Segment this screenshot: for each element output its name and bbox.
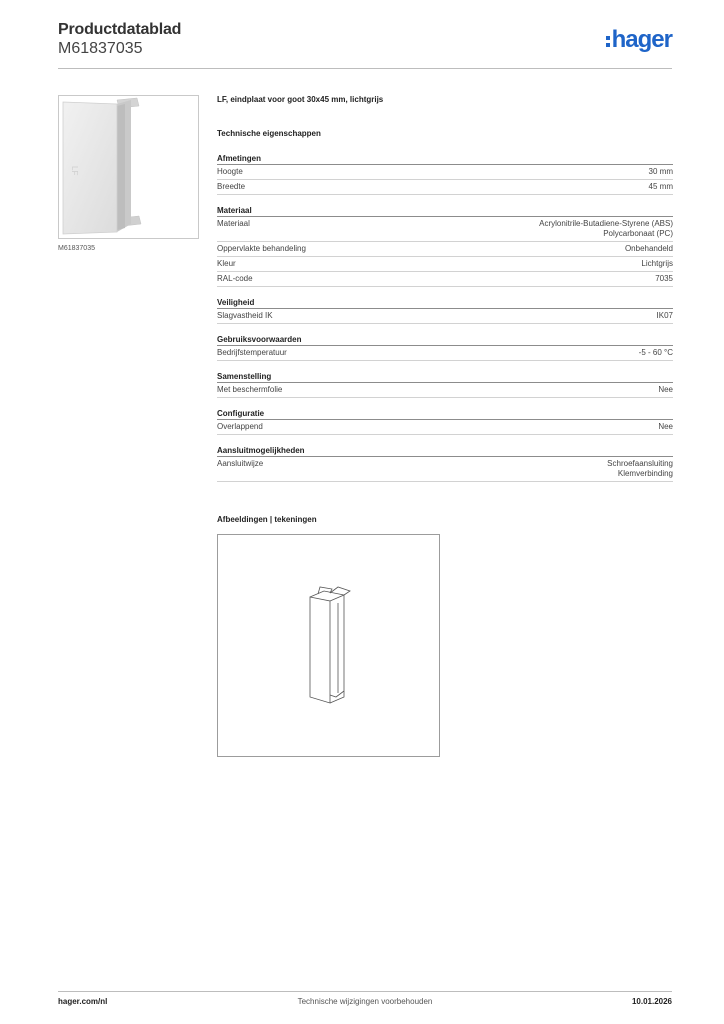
property-group: [217, 371, 673, 398]
property-values: [639, 348, 673, 358]
property-value: Nee: [658, 422, 673, 431]
technical-drawing: [217, 534, 440, 757]
logo-dots-icon: [606, 36, 610, 47]
property-value: Klemverbinding: [617, 469, 673, 478]
property-value: Acrylonitrile-Butadiene-Styrene (ABS): [539, 219, 673, 228]
property-value: Polycarbonaat (PC): [603, 229, 673, 238]
property-value: 7035: [655, 274, 673, 283]
property-name: Oppervlakte behandeling: [217, 244, 306, 253]
product-code: M61837035: [58, 40, 143, 57]
property-value: 30 mm: [648, 167, 673, 176]
drawings-heading: Afbeeldingen | tekeningen: [217, 515, 317, 524]
property-name: Materiaal: [217, 219, 250, 228]
property-group-title: Gebruiksvoorwaarden: [217, 334, 673, 346]
property-value: -5 - 60 °C: [638, 348, 673, 357]
property-values: [649, 167, 673, 177]
website-link[interactable]: hager.com/nl: [58, 997, 108, 1006]
technical-properties-heading: Technische eigenschappen: [217, 129, 321, 138]
logo-text: hager: [611, 26, 672, 53]
property-name: Kleur: [217, 259, 236, 268]
product-description: LF, eindplaat voor goot 30x45 mm, lichtgrijs: [217, 95, 384, 104]
property-name: Met beschermfolie: [217, 385, 283, 394]
document-title: Productdatablad: [58, 21, 182, 38]
disclaimer-text: Technische wijzigingen voorbehouden: [297, 997, 433, 1006]
property-group: [217, 445, 673, 482]
property-row: [217, 217, 673, 242]
property-values: [657, 311, 673, 321]
property-group: [217, 408, 673, 435]
property-group: [217, 153, 673, 195]
footer-divider: [58, 991, 672, 992]
property-value: Nee: [658, 385, 673, 394]
end-plate-drawing-icon: [218, 535, 439, 756]
property-values: [649, 182, 673, 192]
property-group-title: Veiligheid: [217, 297, 673, 309]
product-details: [217, 95, 673, 492]
property-name: Aansluitwijze: [217, 459, 264, 468]
property-value: Lichtgrijs: [641, 259, 673, 268]
property-value: Schroefaansluiting: [607, 459, 673, 468]
property-name: Slagvastheid IK: [217, 311, 273, 320]
property-values: [625, 244, 673, 254]
property-group: [217, 205, 673, 287]
page-header: [58, 20, 672, 70]
document-date: 10.01.2026: [631, 997, 672, 1006]
property-name: RAL-code: [217, 274, 253, 283]
property-value: 45 mm: [648, 182, 673, 191]
header-divider: [58, 68, 672, 69]
property-group-title: Materiaal: [217, 205, 673, 217]
property-name: Bedrijfstemperatuur: [217, 348, 287, 357]
property-group-title: Samenstelling: [217, 371, 673, 383]
property-row: [217, 257, 673, 272]
property-group-title: Configuratie: [217, 408, 673, 420]
property-group-title: Aansluitmogelijkheden: [217, 445, 673, 457]
property-name: Breedte: [217, 182, 246, 191]
property-values: [655, 274, 673, 284]
property-values: [539, 219, 673, 239]
property-name: Overlappend: [217, 422, 263, 431]
photo-caption: M61837035: [58, 245, 95, 252]
property-row: [217, 165, 673, 180]
property-row: [217, 420, 673, 435]
property-group: [217, 334, 673, 361]
property-groups: [217, 153, 673, 482]
property-row: [217, 272, 673, 287]
property-values: [641, 259, 673, 269]
property-row: [217, 383, 673, 398]
property-row: [217, 309, 673, 324]
property-name: Hoogte: [217, 167, 243, 176]
property-group: [217, 297, 673, 324]
hager-logo[interactable]: [606, 26, 672, 54]
property-row: [217, 346, 673, 361]
property-values: [607, 459, 673, 479]
property-row: [217, 242, 673, 257]
property-values: [658, 422, 673, 432]
product-photo: [58, 95, 199, 239]
property-row: [217, 457, 673, 482]
property-row: [217, 180, 673, 195]
property-group-title: Afmetingen: [217, 153, 673, 165]
end-plate-photo-icon: [59, 96, 198, 238]
property-values: [658, 385, 673, 395]
property-value: IK07: [656, 311, 673, 320]
embossed-lf-mark: LF: [70, 166, 79, 176]
property-value: Onbehandeld: [624, 244, 673, 253]
